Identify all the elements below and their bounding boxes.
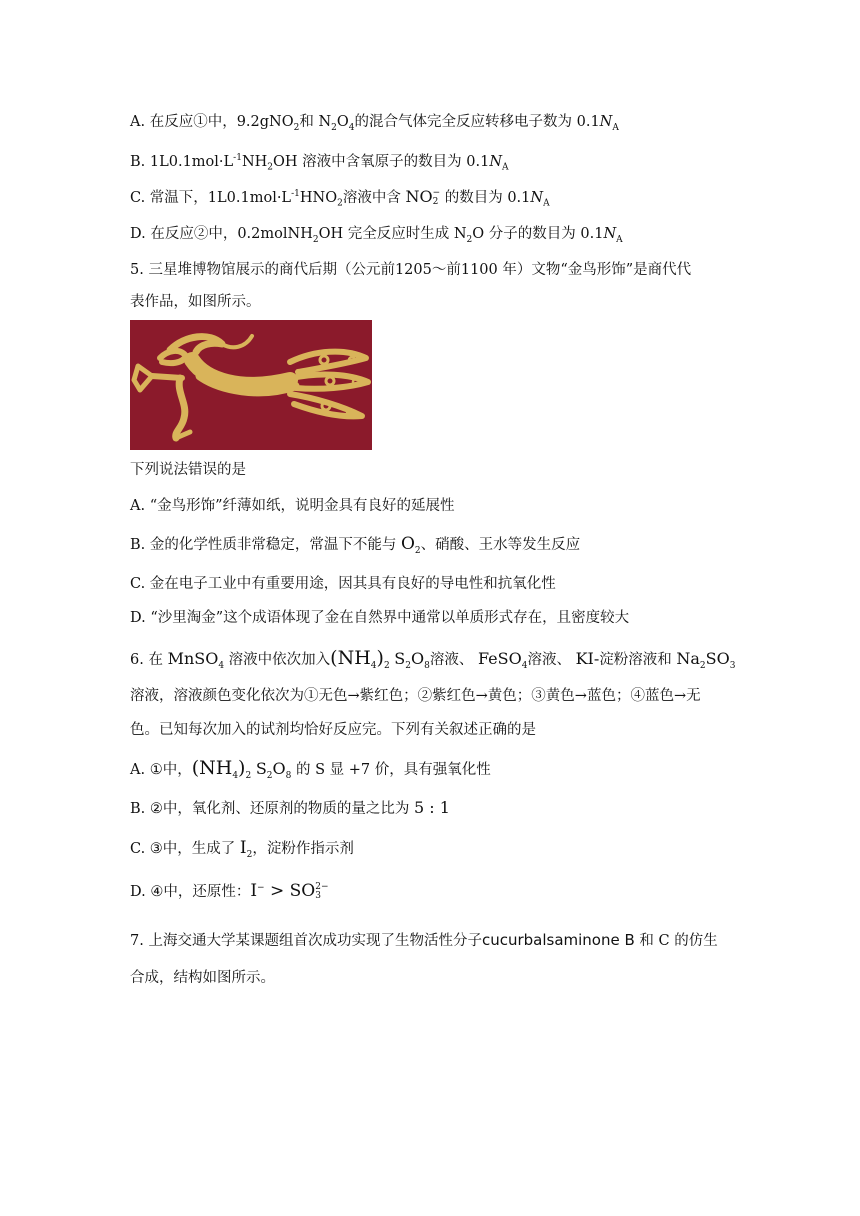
q5-option-a: A. “金鸟形饰”纤薄如纸，说明金具有良好的延展性 <box>130 498 455 514</box>
q5-question: 下列说法错误的是 <box>130 462 246 478</box>
q5-stem-line-1: 5. 三星堆博物馆展示的商代后期（公元前1205～前1100 年）文物“金鸟形饰”是商代代 <box>130 262 692 278</box>
q6-stem-line-3: 色。已知每次加入的试剂均恰好反应完。下列有关叙述正确的是 <box>130 722 536 738</box>
q6-option-b: B. ②中，氧化剂、还原剂的物质的量之比为 5 : 1 <box>130 798 450 817</box>
q6-option-c: C. ③中，生成了 $I_2$，淀粉作指示剂 <box>130 838 354 860</box>
q7-stem-line-1: 7. 上海交通大学某课题组首次成功实现了生物活性分子cucurbalsaminone B 和 C 的仿生 <box>130 931 718 949</box>
q6-stem-line-2: 溶液，溶液颜色变化依次为①无色→紫红色；②紫红色→黄色；③黄色→蓝色；④蓝色→无 <box>130 688 701 704</box>
q5-option-d: D. “沙里淘金”这个成语体现了金在自然界中通常以单质形式存在，且密度较大 <box>130 610 630 626</box>
q4-option-a: A. 在反应①中，9.2gNO$_2$和 $N_2O_4$的混合气体完全反应转移电子数为 $0.1N_A$ <box>130 114 619 133</box>
q6-option-a: A. ①中，$(NH_4)_2$ $S_2O_8$ 的 S 显 +7 价，具有强氧化性 <box>130 757 491 781</box>
q7-stem-line-2: 合成，结构如图所示。 <box>130 970 275 986</box>
q6-option-d: D. ④中，还原性：I− > SO 2− 3 <box>130 880 329 901</box>
q6-stem-line-1: 6. 在 MnSO$_4$ 溶液中依次加入$(NH_4)_2$ $S_2O_8$溶液、 FeSO$_4$溶液、 KI-淀粉溶液和 $Na_2SO_3$ <box>130 647 736 671</box>
q4-option-d: D. 在反应②中，0.2molNH$_2$OH 完全反应时生成 $N_2O$ 分子的数目为 $0.1N_A$ <box>130 226 623 245</box>
q4-option-b: B. $1L0.1mol\cdot L^{-1}NH_2OH$ 溶液中含氧原子的数目为 $0.1N_A$ <box>130 153 509 173</box>
q5-option-c: C. 金在电子工业中有重要用途，因其具有良好的导电性和抗氧化性 <box>130 576 556 592</box>
golden-bird-ornament-image <box>130 320 372 450</box>
q4-option-c: C. 常温下，$1L0.1mol\cdot L^{-1}HNO_2$溶液中含 NO − 2 的数目为 $0.1N_A$ <box>130 186 550 209</box>
q5-option-b: B. 金的化学性质非常稳定，常温下不能与 $O_2$、硝酸、王水等发生反应 <box>130 534 581 556</box>
q5-stem-line-2: 表作品，如图所示。 <box>130 294 261 310</box>
